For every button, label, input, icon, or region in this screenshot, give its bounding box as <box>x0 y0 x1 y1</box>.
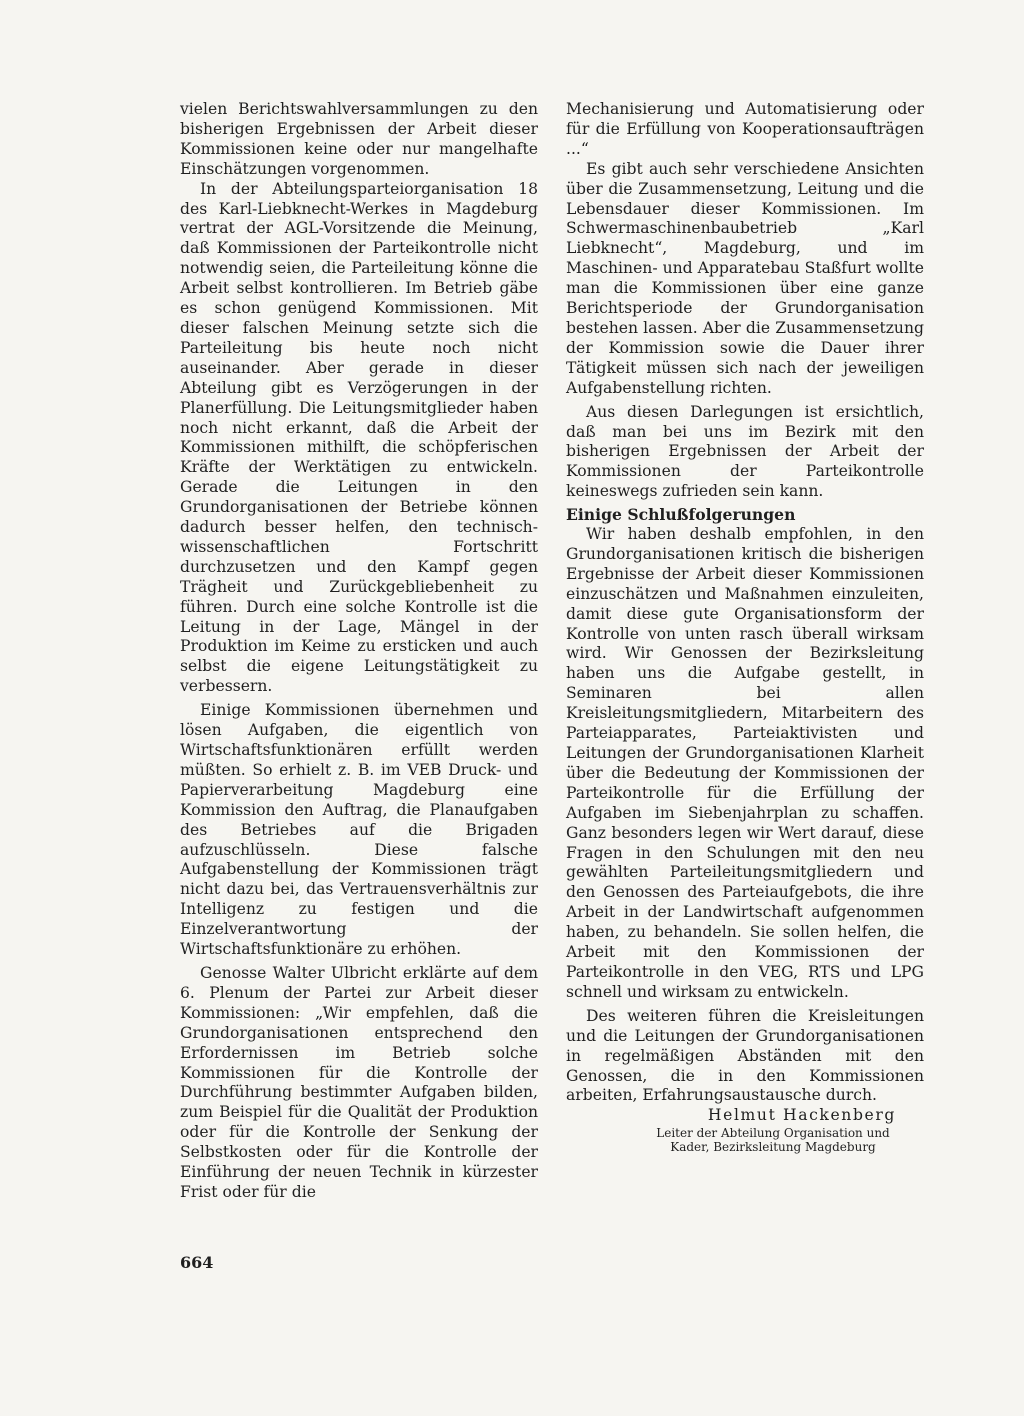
paragraph: Einige Kommissionen übernehmen und lösen Aufgaben, die eigentlich von Wirtschaftsfunktionären erfüllt werden müßten. So erhielt z. B. im VEB Druck- und Papierverarbeitung Magdeburg eine Kommission den Auftrag, die Planaufgaben des Betriebes auf die Brigaden aufzuschlüsseln. Diese falsche Aufgabenstellung der Kommissionen trägt nicht dazu bei, das Vertrauensverhältnis zur Intelligenz zu festigen und die Einzelverantwortung der Wirtschaftsfunktionäre zu erhöhen. <box>180 701 538 959</box>
page-number: 664 <box>180 1253 214 1272</box>
author-signature <box>566 1106 924 1154</box>
paragraph: vielen Berichtswahlversammlungen zu den bisherigen Ergebnissen der Arbeit dieser Kommissionen keine oder nur mangelhafte Einschätzungen vorgenommen. <box>180 100 538 178</box>
paragraph: Wir haben deshalb empfohlen, in den Grundorganisationen kritisch die bisherigen Ergebnisse der Arbeit dieser Kommissionen einzuschätzen und Maßnahmen einzuleiten, damit diese gute Organisationsform der Kontrolle von unten rasch überall wirksam wird. Wir Genossen der Bezirksleitung haben uns die Aufgabe gestellt, in Seminaren bei allen Kreisleitungsmitgliedern, Mitarbeitern des Parteiapparates, Parteiaktivisten und Leitungen der Grundorganisationen Klarheit über die Bedeutung der Kommissionen der Parteikontrolle für die Erfüllung der Aufgaben im Siebenjahrplan zu schaffen. Ganz besonders legen wir Wert darauf, diese Fragen in den Schulungen mit den neu gewählten Parteileitungsmitgliedern und den Genossen des Parteiaufgebots, die ihre Arbeit in der Landwirtschaft aufgenommen haben, zu behandeln. Sie sollen helfen, die Arbeit mit den Kommissionen der Parteikontrolle in den VEG, RTS und LPG schnell und wirksam zu entwickeln. <box>566 525 924 1001</box>
paragraph: Es gibt auch sehr verschiedene Ansichten über die Zusammensetzung, Leitung und die Lebensdauer dieser Kommissionen. Im Schwermaschinenbaubetrieb „Karl Liebknecht“, Magdeburg, und im Maschinen- und Apparatebau Staßfurt wollte man die Kommissionen über eine ganze Berichtsperiode der Grundorganisation bestehen lassen. Aber die Zusammensetzung der Kommission sowie die Dauer ihrer Tätigkeit müssen sich nach der jeweiligen Aufgabenstellung richten. <box>566 159 925 397</box>
paragraph: Genosse Walter Ulbricht erklärte auf dem 6. Plenum der Partei zur Arbeit dieser Kommissionen: „Wir empfehlen, daß die Grundorganisationen entsprechend den Erfordernissen im Betrieb solche Kommissionen für die Kontrolle der Durchführung bestimmter Aufgaben bilden, zum Beispiel für die Qualität der Produktion oder für die Kontrolle der Senkung der Selbstkosten oder für die Kontrolle der Einführung der neuen Technik in kürzester Frist oder für die <box>180 963 538 1201</box>
paragraph: Mechanisierung und Automatisierung oder für die Erfüllung von Kooperationsaufträgen ...“ <box>566 100 924 158</box>
author-name: Helmut Hackenberg <box>707 1106 896 1125</box>
paragraph: Aus diesen Darlegungen ist ersichtlich, daß man bei uns im Bezirk mit den bisherigen Ergebnissen der Arbeit der Kommissionen der Parteikontrolle keineswegs zufrieden sein kann. <box>566 402 924 501</box>
author-role-line: Leiter der Abteilung Organisation und <box>656 1126 890 1141</box>
paragraph: Des weiteren führen die Kreisleitungen und die Leitungen der Grundorganisationen in regelmäßigen Abständen mit den Genossen, die in den Kommissionen arbeiten, Erfahrungsaustausche durch. <box>566 1006 924 1105</box>
right-column <box>566 100 924 1154</box>
section-heading: Einige Schlußfolgerungen <box>566 505 796 525</box>
paragraph: In der Abteilungsparteiorganisation 18 des Karl-Liebknecht-Werkes in Magdeburg vertrat der AGL-Vorsitzende die Meinung, daß Kommissionen der Parteikontrolle nicht notwendig seien, die Parteileitung könne die Arbeit selbst kontrollieren. Im Betrieb gäbe es schon genügend Kommissionen. Mit dieser falschen Meinung setzte sich die Parteileitung bis heute noch nicht auseinander. Aber gerade in dieser Abteilung gibt es Verzögerungen in der Planerfüllung. Die Leitungsmitglieder haben noch nicht erkannt, daß die Arbeit der Kommissionen mithilft, die schöpferischen Kräfte der Werktätigen zu entwickeln. Gerade die Leitungen in den Grundorganisationen der Betriebe können dadurch besser helfen, den technisch-wissenschaftlichen Fortschritt durchzusetzen und den Kampf gegen Trägheit und Zurückgebliebenheit zu führen. Durch eine solche Kontrolle ist die Leitung in der Lage, Mängel in der Produktion im Keime zu ersticken und auch selbst die eigene Leitungstätigkeit zu verbessern. <box>180 179 538 696</box>
author-role-line: Kader, Bezirksleitung Magdeburg <box>670 1140 876 1155</box>
left-column <box>180 100 538 1203</box>
